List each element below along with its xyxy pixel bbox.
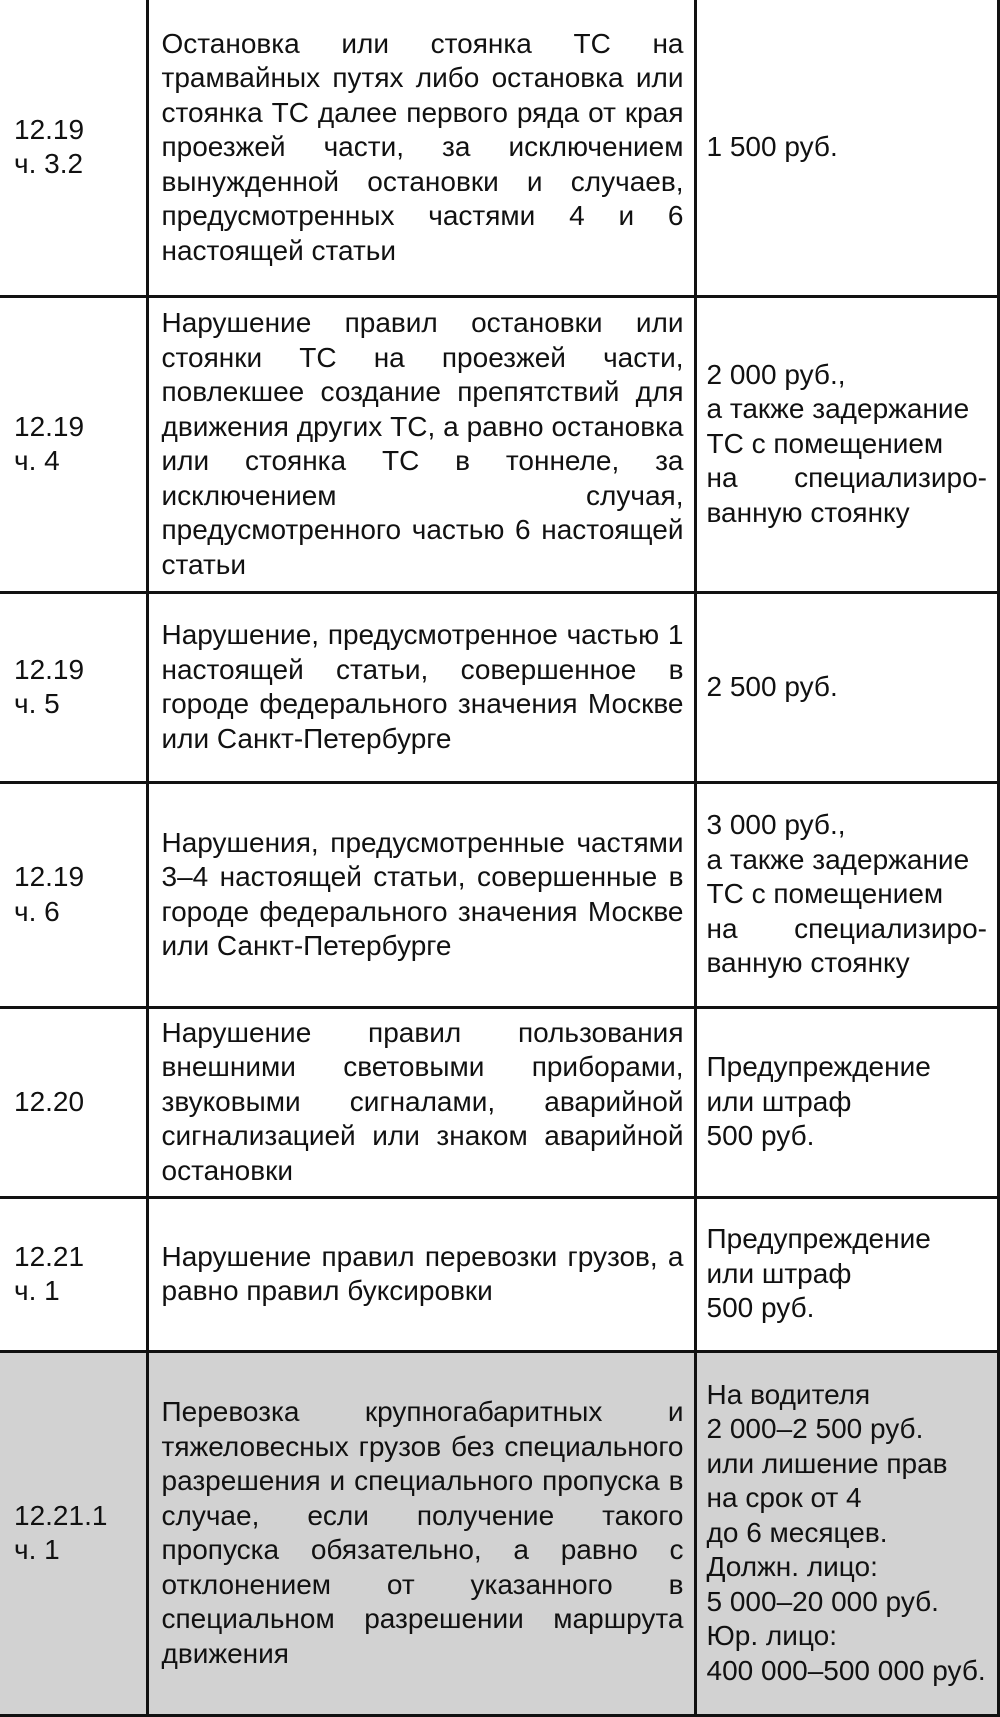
penalty-cell [695,1007,1000,1197]
penalty-cell [695,0,1000,296]
penalty-line: на срок от 4 [706,1482,862,1514]
violation-description: Нарушение правил пользования внешними световыми приборами, звуковыми сигналами, аварийной сигнализацией или знаком аварийной остановки [147,1007,695,1197]
penalty-cell [695,782,1000,1007]
penalty-line: На водителя [706,1378,871,1410]
article-part: ч. 4 [14,445,60,476]
penalty-line: на специализиро- [706,912,987,944]
penalty-line: Предупреждение [706,1223,931,1255]
penalty-line: 500 руб. [706,1120,815,1152]
penalty-line: 2 000 руб., [706,358,846,390]
penalty-line: Должн. лицо: [706,1551,878,1583]
article-code-cell [0,0,147,296]
penalty-line: ТС с помещением [706,427,944,459]
penalty-line: 2 500 руб. [706,670,838,702]
violation-description: Нарушения, предусмотренные частями 3–4 настоящей статьи, совершенные в городе федерального значения Москве или Санкт-Петербурге [147,782,695,1007]
article-number: 12.19 [14,410,85,442]
article-part: ч. 1 [14,1275,60,1306]
penalty-line: 2 000–2 500 руб. [706,1413,924,1445]
penalty-line: Предупреждение [706,1051,931,1083]
article-part: ч. 1 [14,1534,60,1565]
penalty-line: а также задержание [706,843,970,875]
penalty-line: или лишение прав [706,1447,948,1479]
penalty-line: ванную стоянку [706,947,910,979]
violation-description: Перевозка крупногабаритных и тяжеловесных грузов без специального разрешения и специального пропуска в случае, если получение такого пропуска обязательно, а равно с отклонением от указанного в специальном разрешении маршрута движения [147,1351,695,1715]
violation-description: Нарушение, предусмотренное частью 1 настоящей статьи, совершенное в городе федерального значения Москве или Санкт-Петербурге [147,592,695,782]
article-number: 12.21 [14,1240,85,1272]
violation-description: Нарушение правил остановки или стоянки ТС на проезжей части, повлекшее создание препятствий для движения других ТС, а равно остановка или стоянка ТС в тоннеле, за исключением случая, предусмотренного частью 6 настоящей статьи [147,296,695,592]
article-code-cell [0,1351,147,1715]
penalty-line: Юр. лицо: [706,1620,837,1652]
article-number: 12.19 [14,653,85,685]
penalty-cell [695,592,1000,782]
article-number: 12.19 [14,861,85,892]
penalty-line: 400 000–500 000 руб. [706,1654,986,1686]
table-row [0,1197,1000,1351]
penalty-line: 1 500 руб. [706,131,838,162]
article-number: 12.20 [14,1085,85,1117]
article-number: 12.19 [14,113,85,145]
penalty-line: а также задержание [706,393,970,425]
penalty-line: на специализиро- [706,462,987,494]
penalty-cell [695,1351,1000,1715]
table-row [0,782,1000,1007]
penalty-line: до 6 месяцев. [706,1516,888,1548]
penalty-line: 5 000–20 000 руб. [706,1585,939,1617]
article-code-cell [0,782,147,1007]
article-code-cell [0,1007,147,1197]
penalty-line: 3 000 руб., [706,809,846,841]
article-number: 12.21.1 [14,1499,108,1531]
article-code-cell [0,592,147,782]
penalty-line: ТС с помещением [706,878,944,910]
table-row [0,1007,1000,1197]
penalty-cell [695,1197,1000,1351]
penalty-line: или штраф [706,1257,852,1289]
table-row [0,296,1000,592]
penalty-line: ванную стоянку [706,496,910,528]
penalty-line: 500 руб. [706,1292,815,1324]
table-row [0,592,1000,782]
article-code-cell [0,1197,147,1351]
violation-description: Остановка или стоянка ТС на трамвайных путях либо остановка или стоянка ТС далее первого ряда от края проезжей части, за исключением вынужденной остановки и случаев, предусмотренных частями 4 и 6 настоящей статьи [147,0,695,296]
article-code-cell [0,296,147,592]
article-part: ч. 3.2 [14,148,84,180]
penalty-cell [695,296,1000,592]
penalty-line: или штраф [706,1085,852,1117]
article-part: ч. 6 [14,895,60,927]
article-part: ч. 5 [14,688,60,719]
table-row [0,1351,1000,1715]
table-row [0,0,1000,296]
violation-description: Нарушение правил перевозки грузов, а равно правил буксировки [147,1197,695,1351]
